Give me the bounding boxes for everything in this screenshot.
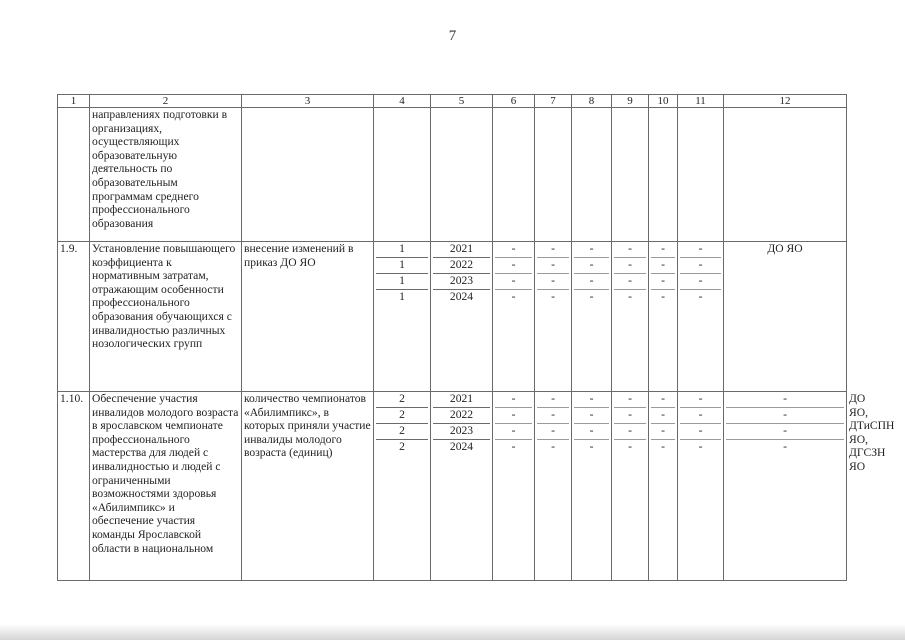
dash-cell: - [574,424,609,440]
header-row [58,95,847,108]
header-cell: 4 [374,95,431,108]
value-column [374,242,431,392]
dash-cell: - [680,274,721,290]
header-cell: 12 [724,95,847,108]
dash-cell: - [589,440,594,453]
dash-cell: - [551,440,555,453]
dash-cell: - [495,408,532,424]
row-indicator [242,108,374,242]
dash-cell: - [495,392,532,408]
year-cell: 2023 [433,424,490,440]
header-cell: 7 [535,95,572,108]
value-cell: 2 [376,424,428,440]
year-cell: 2022 [433,258,490,274]
dash-cell: - [726,392,844,408]
table-row [58,242,847,392]
page-number: 7 [448,28,457,44]
header-cell: 1 [58,95,90,108]
row-number [58,108,90,242]
year-column [431,242,493,392]
scan-shadow [0,624,905,640]
header-cell: 8 [572,95,612,108]
dash-cell: - [537,424,569,440]
responsible-cell: ДО ЯО [724,242,847,392]
dash-cell: - [614,424,646,440]
year-column [431,392,493,581]
dash-cell: - [651,242,675,258]
dash-cell: - [614,392,646,408]
header-cell: 9 [612,95,649,108]
table-row: 1.10. Обеспечение участия инвалидов молодого возраста в ярославском чемпионате профессионального мастерства для людей с инвалидностью и людей с ограниченными возможностями здоровья «Абилимпикс» и обеспечение участия команды Ярославской области в национальном количество чемпионатов «Абилимпикс», в которых приняли участие инвалиды молодого возраста (единиц) 2 2 2 2 2021 2022 2023 2024 - - - - - - - - - - - - - - - - - - - - - - - - - - - - ДО ЯО, ДТиСПН ЯО, ДГСЗН ЯО [58,392,847,581]
dash-cell: - [680,408,721,424]
dash-cell: - [574,392,609,408]
dash-cell: - [574,274,609,290]
row-description: направлениях подготовки в организациях, осуществляющих образовательную деятельность по образовательным программам среднего профессионального образования [90,108,242,242]
row-description: Установление повышающего коэффициента к нормативным затратам, отражающим особенности профессионального образования обучающихся с инвалидностью различных нозологических групп [90,242,242,392]
dash-cell: - [680,242,721,258]
dash-cell: - [726,424,844,440]
row-number: 1.10. [58,392,90,581]
dash-cell: - [651,424,675,440]
header-cell: 2 [90,95,242,108]
dash-cell: - [511,290,516,303]
year-cell: 2022 [433,408,490,424]
dash-cell: - [574,242,609,258]
dash-cell: - [680,424,721,440]
dash-cell: - [537,392,569,408]
value-cell: 1 [399,290,405,303]
dash-cell: - [495,258,532,274]
dash-cell: - [628,290,632,303]
header-cell: 10 [649,95,678,108]
dash-cell: - [495,242,532,258]
dash-cell: - [551,290,555,303]
dash-cell: - [614,274,646,290]
dash-cell: - [589,290,594,303]
dash-cell: - [651,408,675,424]
dash-cell: - [495,424,532,440]
year-cell: 2024 [449,440,474,453]
value-column [374,392,431,581]
header-cell: 11 [678,95,724,108]
document-table [57,94,895,581]
value-cell: 2 [376,392,428,408]
dash-cell: - [680,392,721,408]
dash-cell: - [698,440,703,453]
row-indicator: внесение изменений в приказ ДО ЯО [242,242,374,392]
dash-cell: - [511,440,516,453]
value-cell: 1 [376,242,428,258]
dash-cell: - [661,440,665,453]
year-cell: 2024 [449,290,474,303]
value-cell: 2 [399,440,405,453]
row-number: 1.9. [58,242,90,392]
header-cell: 6 [493,95,535,108]
dash-cell: - [537,274,569,290]
dash-cell: - [661,290,665,303]
row-indicator: количество чемпионатов «Абилимпикс», в которых приняли участие инвалиды молодого возраста (единиц) [242,392,374,581]
dash-cell: - [651,274,675,290]
year-cell: 2021 [433,242,490,258]
value-cell: 1 [376,274,428,290]
value-cell: 1 [376,258,428,274]
header-cell: 5 [431,95,493,108]
row-description: Обеспечение участия инвалидов молодого возраста в ярославском чемпионате профессионального мастерства для людей с инвалидностью и людей с ограниченными возможностями здоровья «Абилимпикс» и обеспечение участия команды Ярославской области в национальном [90,392,242,581]
dash-cell: - [537,258,569,274]
year-cell: 2021 [433,392,490,408]
dash-cell: - [574,408,609,424]
dash-cell: - [651,258,675,274]
dash-cell: - [680,258,721,274]
dash-cell: - [726,408,844,424]
dash-cell: - [698,290,703,303]
year-cell: 2023 [433,274,490,290]
dash-cell: - [628,440,632,453]
table-row-continuation [58,108,847,242]
header-cell: 3 [242,95,374,108]
dash-cell: - [614,258,646,274]
dash-cell: - [614,408,646,424]
dash-cell: - [537,408,569,424]
dash-cell: - [783,440,787,453]
dash-cell: - [537,242,569,258]
dash-cell: - [651,392,675,408]
value-cell: 2 [376,408,428,424]
dash-cell: - [614,242,646,258]
dash-cell: - [574,258,609,274]
dash-cell: - [495,274,532,290]
